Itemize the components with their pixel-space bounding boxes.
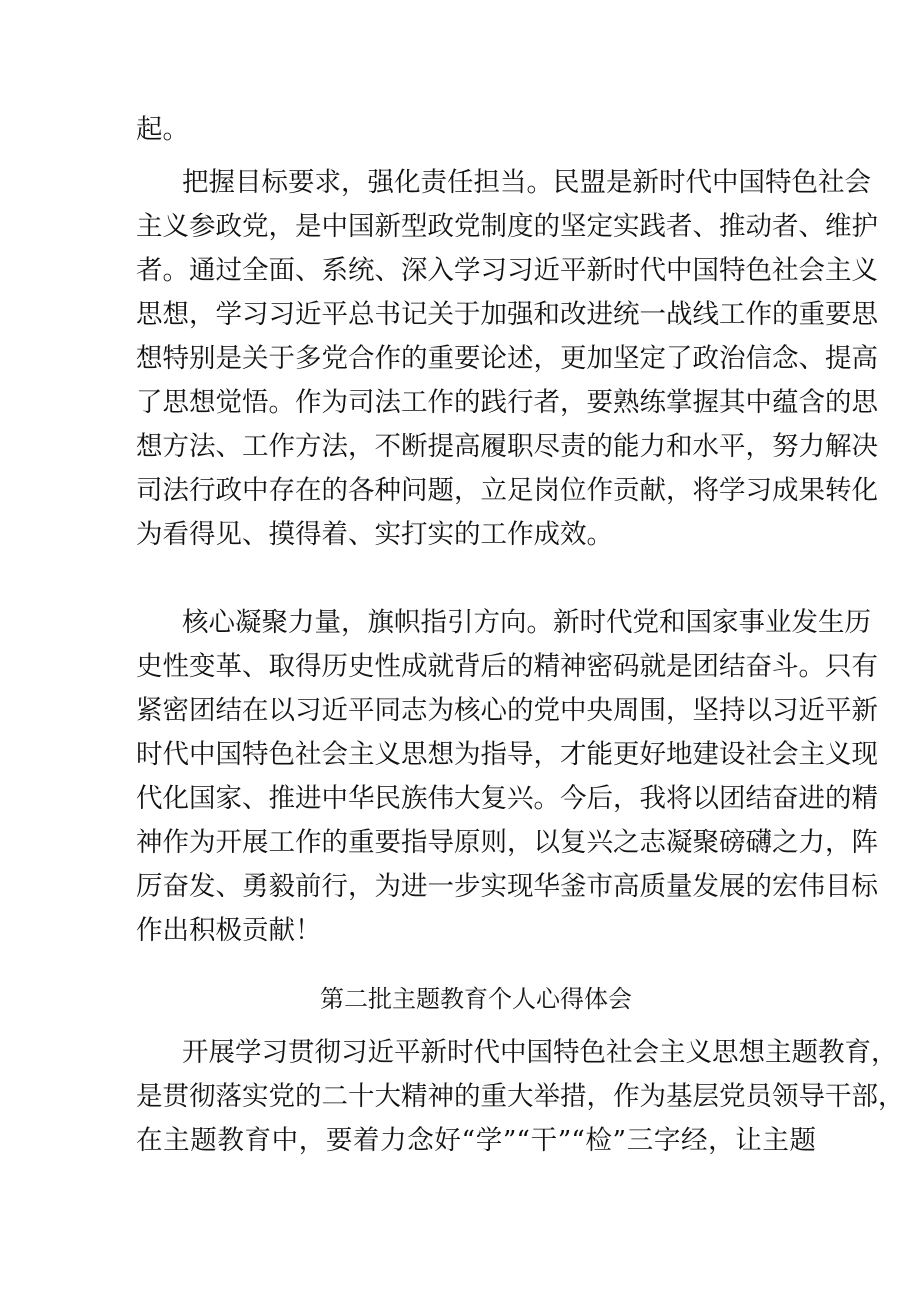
text-line: 思想，学习习近平总书记关于加强和改进统一战线工作的重要思 — [136, 299, 878, 330]
text-line: 在主题教育中，要着力念好“学”“干”“检”三字经，让主题 — [136, 1125, 816, 1156]
text-line: 开展学习贯彻习近平新时代中国特色社会主义思想主题教育， — [182, 1037, 898, 1068]
text-line: 起。 — [136, 114, 189, 145]
text-line: 为看得见、摸得着、实打实的工作成效。 — [136, 519, 613, 550]
text-line: 紧密团结在以习近平同志为核心的党中央周围，坚持以习近平新 — [136, 695, 878, 726]
text-line: 神作为开展工作的重要指导原则，以复兴之志凝聚磅礴之力，阵 — [136, 827, 878, 858]
text-line: 代化国家、推进中华民族伟大复兴。今后，我将以团结奋进的精 — [136, 783, 878, 814]
text-line: 了思想觉悟。作为司法工作的践行者，要熟练掌握其中蕴含的思 — [136, 387, 878, 418]
text-line: 把握目标要求，强化责任担当。民盟是新时代中国特色社会 — [182, 167, 871, 198]
text-line: 者。通过全面、系统、深入学习习近平新时代中国特色社会主义 — [136, 255, 878, 286]
text-line: 想方法、工作方法，不断提高履职尽责的能力和水平，努力解决 — [136, 431, 878, 462]
text-line: 厉奋发、勇毅前行，为进一步实现华釜市高质量发展的宏伟目标 — [136, 871, 878, 902]
text-line: 时代中国特色社会主义思想为指导，才能更好地建设社会主义现 — [136, 739, 878, 770]
text-line: 想特别是关于多党合作的重要论述，更加坚定了政治信念、提高 — [136, 343, 878, 374]
text-line: 史性变革、取得历史性成就背后的精神密码就是团结奋斗。只有 — [136, 651, 878, 682]
text-line: 是贯彻落实党的二十大精神的重大举措，作为基层党员领导干部， — [136, 1081, 905, 1112]
text-line: 作出积极贡献！ — [136, 915, 322, 946]
section-heading: 第二批主题教育个人心得体会 — [320, 985, 632, 1013]
text-line: 主义参政党，是中国新型政党制度的坚定实践者、推动者、维护 — [136, 211, 878, 242]
text-line: 司法行政中存在的各种问题，立足岗位作贡献，将学习成果转化 — [136, 475, 878, 506]
text-line: 核心凝聚力量，旗帜指引方向。新时代党和国家事业发生历 — [182, 607, 871, 638]
